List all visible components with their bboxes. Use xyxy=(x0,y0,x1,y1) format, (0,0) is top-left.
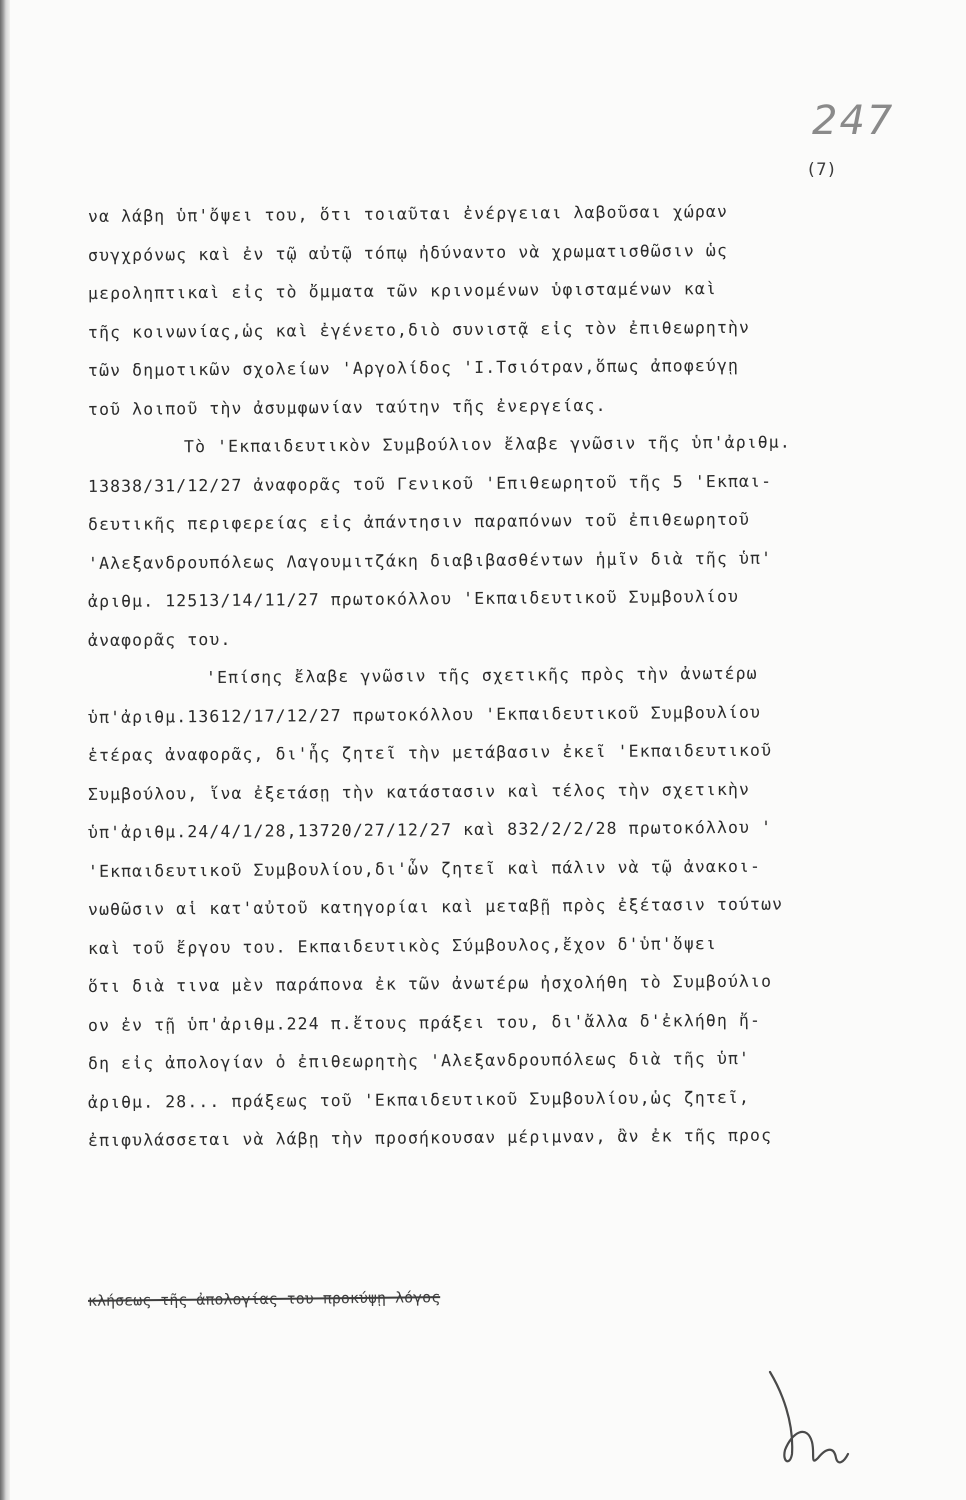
text-line: δευτικῆς περιφερείας εἰς ἀπάντησιν παραπόνων τοῦ ἐπιθεωρητοῦ xyxy=(87,509,751,534)
page-number: (7) xyxy=(806,160,837,180)
text-line: ἀναφορᾶς του. xyxy=(87,629,232,650)
text-line: τῶν δημοτικῶν σχολείων 'Αργολίδος 'Ι.Τσιότραν,ὅπως ἀποφεύγῃ xyxy=(87,355,740,380)
text-line: 'Επίσης ἔλαβε γνῶσιν τῆς σχετικῆς πρὸς τὴν ἀνωτέρω xyxy=(205,663,758,688)
text-line: καὶ τοῦ ἔργου του. Εκπαιδευτικὸς Σύμβουλος,ἔχον δ'ὑπ'ὄψει xyxy=(87,933,717,958)
handwritten-initials-signature xyxy=(752,1362,862,1472)
text-line: νωθῶσιν αἱ κατ'αὐτοῦ κατηγορίαι καὶ μεταβῇ πρὸς ἐξέτασιν τούτων xyxy=(87,894,784,919)
struck-through-line: κλήσεως τῆς ἀπολογίας του προκύψῃ λόγος xyxy=(87,1288,441,1310)
text-line: 'Εκπαιδευτικοῦ Συμβουλίου,δι'ὧν ζητεῖ καὶ πάλιν νὰ τῷ ἀνακοι- xyxy=(87,856,762,881)
text-line: τοῦ λοιποῦ τὴν ἀσυμφωνίαν ταύτην τῆς ἐνεργείας. xyxy=(87,395,607,419)
text-line: να λάβη ὑπ'ὄψει του, ὅτι τοιαῦται ἐνέργειαι λαβοῦσαι χώραν xyxy=(87,201,729,226)
text-line: ἀριθμ. 12513/14/11/27 πρωτοκόλλου 'Εκπαιδευτικοῦ Συμβουλίου xyxy=(87,586,740,611)
text-line: 'Αλεξανδρουπόλεως Λαγουμιτζάκη διαβιβασθέντων ἡμῖν διὰ τῆς ὑπ' xyxy=(87,548,773,573)
text-line: ον ἐν τῇ ὑπ'ἀριθμ.224 π.ἔτους πράξει του, δι'ἄλλα δ'ἐκλήθη ἤ- xyxy=(87,1010,762,1035)
folio-number: 247 xyxy=(812,98,895,144)
text-line: ὑπ'ἀριθμ.24/4/1/28,13720/27/12/27 καὶ 832/2/2/28 πρωτοκόλλου ' xyxy=(87,817,773,842)
text-line: Τὸ 'Εκπαιδευτικὸν Συμβούλιον ἔλαβε γνῶσιν τῆς ὑπ'ἀριθμ. xyxy=(183,432,791,457)
text-line: ἀριθμ. 28... πράξεως τοῦ 'Εκπαιδευτικοῦ Συμβουλίου,ὡς ζητεῖ, xyxy=(87,1087,751,1112)
text-line: τῆς κοινωνίας,ὡς καὶ ἐγένετο,διὸ συνιστᾷ εἰς τὸν ἐπιθεωρητὴν xyxy=(87,317,751,342)
text-line: δη εἰς ἀπολογίαν ὁ ἐπιθεωρητὴς 'Αλεξανδρουπόλεως διὰ τῆς ὑπ' xyxy=(87,1048,751,1073)
text-line: ὅτι διὰ τινα μὲν παράπονα ἐκ τῶν ἀνωτέρω ἠσχολήθη τὸ Συμβούλιο xyxy=(87,971,773,996)
text-line: μεροληπτικαὶ εἰς τὸ ὄμματα τῶν κρινομένων ὑφισταμένων καὶ xyxy=(87,279,717,303)
document-body xyxy=(88,198,938,1161)
text-line: 13838/31/12/27 ἀναφορᾶς τοῦ Γενικοῦ 'Επιθεωρητοῦ τῆς 5 'Εκπαι- xyxy=(87,471,773,496)
text-line: ἑτέρας ἀναφορᾶς, δι'ἧς ζητεῖ τὴν μετάβασιν ἐκεῖ 'Εκπαιδευτικοῦ xyxy=(87,740,773,765)
text-line: ὑπ'ἀριθμ.13612/17/12/27 πρωτοκόλλου 'Εκπαιδευτικοῦ Συμβουλίου xyxy=(87,702,762,727)
page-edge xyxy=(0,0,10,1500)
text-line: Συμβούλου, ἵνα ἐξετάσῃ τὴν κατάστασιν καὶ τέλος τὴν σχετικὴν xyxy=(87,779,751,804)
text-line: ἐπιφυλάσσεται νὰ λάβῃ τὴν προσήκουσαν μέριμναν, ἂν ἐκ τῆς προς xyxy=(87,1125,773,1150)
text-line: συγχρόνως καὶ ἐν τῷ αὐτῷ τόπῳ ἠδύναντο νὰ χρωματισθῶσιν ὡς xyxy=(87,240,729,265)
